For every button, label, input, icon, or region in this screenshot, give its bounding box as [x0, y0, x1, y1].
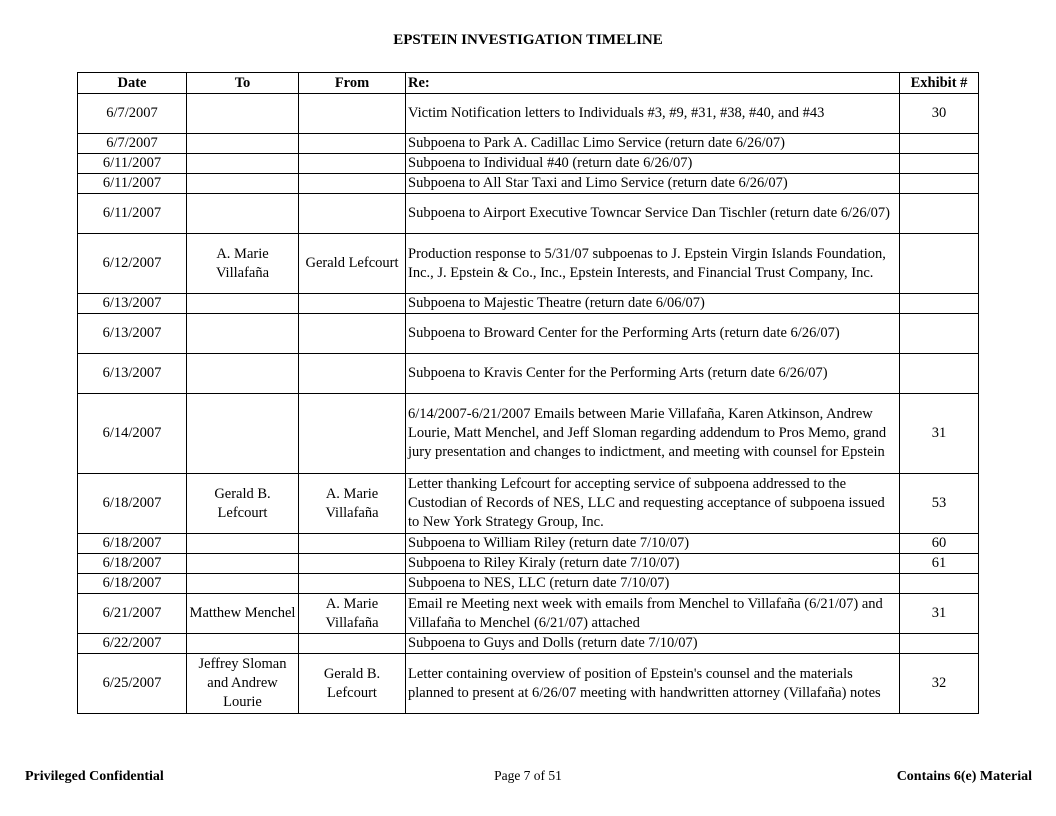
cell-from: [299, 534, 406, 554]
cell-from: [299, 194, 406, 234]
cell-exhibit: 53: [900, 474, 979, 534]
cell-date: 6/13/2007: [78, 354, 187, 394]
cell-re: Subpoena to All Star Taxi and Limo Service (return date 6/26/07): [406, 174, 900, 194]
cell-from: [299, 174, 406, 194]
cell-from: [299, 354, 406, 394]
header-from: From: [299, 73, 406, 94]
cell-to: [187, 154, 299, 174]
table-row: [78, 634, 979, 654]
cell-to: [187, 634, 299, 654]
cell-exhibit: [900, 574, 979, 594]
cell-from: [299, 634, 406, 654]
footer-material-label: Contains 6(e) Material: [896, 769, 1032, 784]
cell-from: A. Marie Villafaña: [299, 594, 406, 634]
cell-exhibit: [900, 194, 979, 234]
cell-exhibit: [900, 234, 979, 294]
cell-from: Gerald Lefcourt: [299, 234, 406, 294]
cell-date: 6/7/2007: [78, 94, 187, 134]
cell-to: [187, 354, 299, 394]
cell-to: [187, 574, 299, 594]
cell-exhibit: 30: [900, 94, 979, 134]
cell-re: Subpoena to Guys and Dolls (return date 7/10/07): [406, 634, 900, 654]
cell-re: Subpoena to Park A. Cadillac Limo Service (return date 6/26/07): [406, 134, 900, 154]
cell-date: 6/18/2007: [78, 554, 187, 574]
cell-re: Subpoena to Broward Center for the Performing Arts (return date 6/26/07): [406, 314, 900, 354]
cell-to: [187, 394, 299, 474]
cell-exhibit: 60: [900, 534, 979, 554]
table-row: [78, 294, 979, 314]
table-row: [78, 174, 979, 194]
table-row: [78, 154, 979, 174]
page-title: EPSTEIN INVESTIGATION TIMELINE: [393, 32, 663, 48]
cell-exhibit: 31: [900, 594, 979, 634]
cell-from: [299, 314, 406, 354]
table-row: [78, 654, 979, 714]
cell-to: [187, 294, 299, 314]
cell-date: 6/25/2007: [78, 654, 187, 714]
table-row: [78, 554, 979, 574]
table-row: [78, 574, 979, 594]
cell-exhibit: [900, 314, 979, 354]
cell-from: [299, 94, 406, 134]
cell-from: [299, 394, 406, 474]
cell-re: Subpoena to Riley Kiraly (return date 7/10/07): [406, 554, 900, 574]
cell-re: Subpoena to Airport Executive Towncar Service Dan Tischler (return date 6/26/07): [406, 194, 900, 234]
cell-date: 6/14/2007: [78, 394, 187, 474]
cell-re: Subpoena to Majestic Theatre (return date 6/06/07): [406, 294, 900, 314]
cell-to: Matthew Menchel: [187, 594, 299, 634]
cell-from: [299, 294, 406, 314]
table-header-row: [78, 73, 979, 94]
cell-re: Letter thanking Lefcourt for accepting service of subpoena addressed to the Custodian of Records of NES, LLC and requesting acceptance of subpoena issued to New York Strategy Group, Inc.: [406, 474, 900, 534]
cell-to: [187, 554, 299, 574]
cell-date: 6/7/2007: [78, 134, 187, 154]
cell-date: 6/13/2007: [78, 294, 187, 314]
cell-date: 6/11/2007: [78, 194, 187, 234]
header-re: Re:: [406, 73, 900, 94]
cell-to: [187, 174, 299, 194]
cell-to: [187, 134, 299, 154]
footer-privileged-label: Privileged Confidential: [25, 769, 164, 784]
cell-exhibit: [900, 134, 979, 154]
cell-exhibit: [900, 294, 979, 314]
table-row: [78, 394, 979, 474]
cell-to: [187, 194, 299, 234]
cell-from: A. Marie Villafaña: [299, 474, 406, 534]
cell-exhibit: 61: [900, 554, 979, 574]
cell-exhibit: [900, 154, 979, 174]
cell-to: [187, 94, 299, 134]
cell-to: Gerald B. Lefcourt: [187, 474, 299, 534]
cell-date: 6/11/2007: [78, 154, 187, 174]
cell-re: Production response to 5/31/07 subpoenas to J. Epstein Virgin Islands Foundation, Inc., J. Epstein & Co., Inc., Epstein Interests, and Financial Trust Company, Inc.: [406, 234, 900, 294]
cell-exhibit: [900, 634, 979, 654]
table-row: [78, 94, 979, 134]
cell-re: Victim Notification letters to Individuals #3, #9, #31, #38, #40, and #43: [406, 94, 900, 134]
cell-re: Subpoena to NES, LLC (return date 7/10/07): [406, 574, 900, 594]
cell-date: 6/18/2007: [78, 574, 187, 594]
cell-date: 6/22/2007: [78, 634, 187, 654]
cell-re: Subpoena to Individual #40 (return date 6/26/07): [406, 154, 900, 174]
cell-to: [187, 534, 299, 554]
table-row: [78, 534, 979, 554]
cell-re: Letter containing overview of position of Epstein's counsel and the materials planned to present at 6/26/07 meeting with handwritten attorney (Villafaña) notes: [406, 654, 900, 714]
table-row: [78, 594, 979, 634]
cell-from: [299, 154, 406, 174]
cell-exhibit: [900, 174, 979, 194]
table-row: [78, 234, 979, 294]
header-exhibit: Exhibit #: [900, 73, 979, 94]
table-row: [78, 314, 979, 354]
table-row: [78, 354, 979, 394]
cell-exhibit: 31: [900, 394, 979, 474]
cell-date: 6/13/2007: [78, 314, 187, 354]
header-date: Date: [78, 73, 187, 94]
cell-re: 6/14/2007-6/21/2007 Emails between Marie Villafaña, Karen Atkinson, Andrew Lourie, Matt Menchel, and Jeff Sloman regarding addendum to Pros Memo, grand jury presentation and changes to indictment, and meeting with counsel for Epstein: [406, 394, 900, 474]
table-row: [78, 474, 979, 534]
table-row: [78, 194, 979, 234]
header-to: To: [187, 73, 299, 94]
cell-exhibit: 32: [900, 654, 979, 714]
cell-to: Jeffrey Sloman and Andrew Lourie: [187, 654, 299, 714]
cell-re: Subpoena to William Riley (return date 7/10/07): [406, 534, 900, 554]
cell-from: [299, 574, 406, 594]
cell-date: 6/18/2007: [78, 474, 187, 534]
cell-re: Email re Meeting next week with emails from Menchel to Villafaña (6/21/07) and Villafaña to Menchel (6/21/07) attached: [406, 594, 900, 634]
cell-date: 6/12/2007: [78, 234, 187, 294]
cell-from: [299, 554, 406, 574]
cell-exhibit: [900, 354, 979, 394]
footer-page-number: Page 7 of 51: [494, 768, 562, 783]
cell-to: [187, 314, 299, 354]
cell-from: Gerald B. Lefcourt: [299, 654, 406, 714]
cell-date: 6/21/2007: [78, 594, 187, 634]
cell-from: [299, 134, 406, 154]
cell-to: A. Marie Villafaña: [187, 234, 299, 294]
cell-date: 6/18/2007: [78, 534, 187, 554]
cell-date: 6/11/2007: [78, 174, 187, 194]
timeline-table: [77, 72, 979, 714]
table-row: [78, 134, 979, 154]
cell-re: Subpoena to Kravis Center for the Performing Arts (return date 6/26/07): [406, 354, 900, 394]
